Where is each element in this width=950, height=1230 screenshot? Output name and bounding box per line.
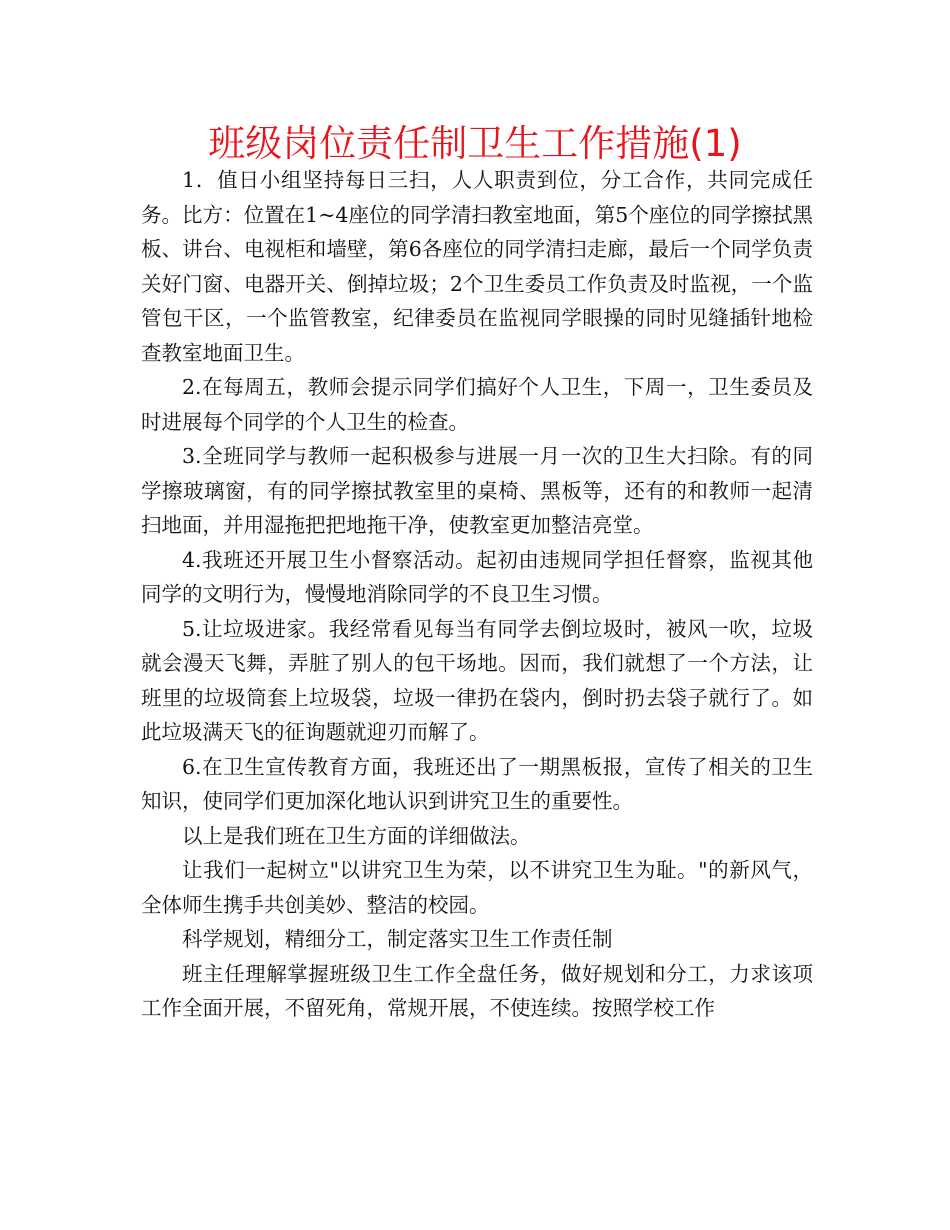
paragraph-5: 5.让垃圾进家。我经常看见每当有同学去倒垃圾时，被风一吹，垃圾就会漫天飞舞，弄脏了别人的包干场地。因而，我们就想了一个方法，让班里的垃圾筒套上垃圾袋，垃圾一律扔在袋内，倒时扔去袋子就行了。如此垃圾满天飞的征询题就迎刃而解了。: [141, 616, 813, 744]
document-title: 班级岗位责任制卫生工作措施(1): [208, 122, 742, 165]
paragraph-3: 3.全班同学与教师一起积极参与进展一月一次的卫生大扫除。有的同 学擦玻璃窗，有的同学擦拭教室里的桌椅、黑板等，还有的和教师一起清扫地面，并用湿拖把把地拖干净，使教室更加整洁亮堂。: [141, 444, 834, 537]
paragraph-call-to-action: 让我们一起树立"以讲究卫生为荣，以不讲究卫生为耻。"的新风气，全体师生携手共创美妙、整洁的校园。: [141, 858, 813, 917]
paragraph-2: 2.在每周五，教师会提示同学们搞好个人卫生，下周一，卫生委员及时进展每个同学的个人卫生的检查。: [141, 375, 813, 434]
section-heading: 科学规划，精细分工，制定落实卫生工作责任制: [182, 927, 613, 951]
paragraph-summary: 以上是我们班在卫生方面的详细做法。: [182, 823, 531, 848]
paragraph-section-body: 班主任理解掌握班级卫生工作全盘任务，做好规划和分工，力求该项工作全面开展，不留死角，常规开展，不使连续。按照学校工作: [141, 961, 813, 1020]
paragraph-4: 4.我班还开展卫生小督察活动。起初由违规同学担任督察，监视其他同学的文明行为，慢慢地消除同学的不良卫生习惯。: [141, 547, 813, 606]
document-body: [141, 163, 834, 1026]
paragraph-1: 1．值日小组坚持每日三扫，人人职责到位，分工合作，共同完成任务。比方：位置在1~4座位的同学清扫教室地面，第5个座位的同学擦拭黑板、讲台、电视柜和墙壁，第6各座位的同学清扫走廊，最后一个同学负责关好门窗、电器开关、倒掉垃圾；2个卫生委员工作负责及时监视，一个监管包干区，一个监管教室，纪律委员在监视同学眼操的同时见缝插针地检查教室地面卫生。: [141, 168, 813, 365]
paragraph-6: 6.在卫生宣传教育方面，我班还出了一期黑板报，宣传了相关的卫生知识，使同学们更加深化地认识到讲究卫生的重要性。: [141, 754, 813, 813]
